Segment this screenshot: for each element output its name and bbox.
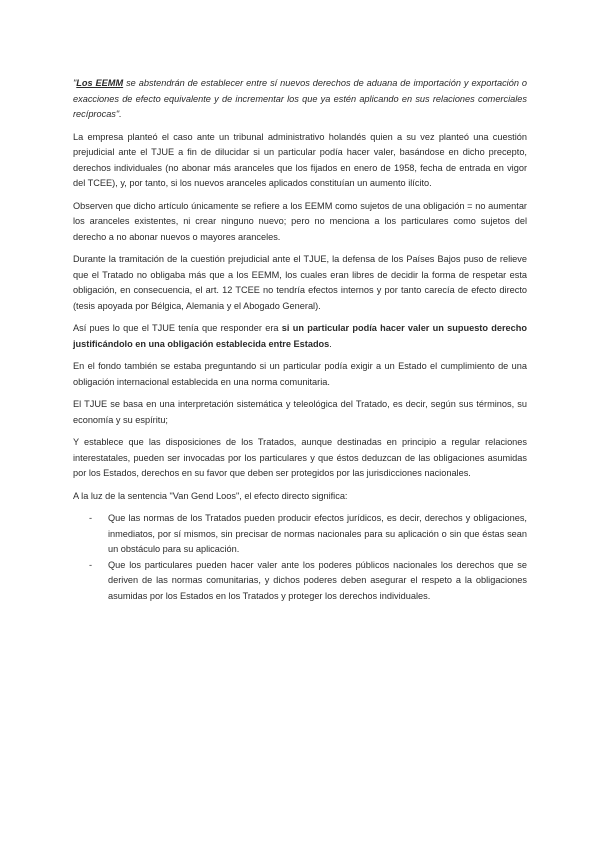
list-item-text: Que las normas de los Tratados pueden producir efectos jurídicos, es decir, derechos y obligaciones, inmediatos, por sí mismos, sin precisar de normas nacionales para su aplicación o sin que éstas sean un obstáculo para su aplicación. xyxy=(108,513,527,554)
paragraph-interpretation: El TJUE se basa en una interpretación sistemática y teleológica del Tratado, es decir, según sus términos, su economía y su espíritu; xyxy=(73,399,527,425)
quote-subject: Los EEMM xyxy=(76,78,124,88)
paragraph-direct-effect-intro: A la luz de la sentencia "Van Gend Loos", el efecto directo significa: xyxy=(73,490,348,501)
list-item xyxy=(73,558,527,605)
quote-open-mark: " xyxy=(73,78,77,88)
list-item-text: Que los particulares pueden hacer valer ante los poderes públicos nacionales los derechos que se deriven de las normas comunitarias, y dichos poderes deben asegurar el respeto a la obligaciones asumidas por los Estados en los Tratados y proteger los derechos individuales. xyxy=(108,559,527,601)
paragraph-article-scope: Observen que dicho artículo únicamente se refiere a los EEMM como sujetos de una obligación = no aumentar los aranceles existentes, ni crear ninguno nuevo; pero no menciona a los particulares como sujetos del derecho a no abonar nuevos o mayores aranceles. xyxy=(73,200,527,242)
paragraph-tjue-question xyxy=(73,321,527,352)
document-page xyxy=(73,76,527,604)
quote-body: se abstendrán de establecer entre sí nuevos derechos de aduana de importación y exportación o exacciones de efecto equivalente y de incrementar los que ya estén aplicando en sus relaciones comerciales recíprocas". xyxy=(73,78,528,119)
tjue-question-intro: Así pues lo que el TJUE tenía que responder era xyxy=(73,323,282,333)
article-quote xyxy=(73,76,527,123)
tjue-question-key: si un particular podía hacer valer un supuesto derecho justificándolo en una obligación establecida entre Estados xyxy=(73,323,527,349)
direct-effect-list xyxy=(73,511,527,604)
paragraph-establishment: Y establece que las disposiciones de los Tratados, aunque destinadas en principio a regular relaciones interestatales, pueden ser invocadas por los particulares y que éstos deduzcan de las obligaciones asumidas por los Estados, derechos en su favor que deben ser protegidos por las jurisdicciones nacionales. xyxy=(73,437,527,478)
list-item xyxy=(73,511,527,558)
list-bullet-dash: - xyxy=(89,559,93,570)
paragraph-case-origin: La empresa planteó el caso ante un tribunal administrativo holandés quien a su vez planteó una cuestión prejudicial ante el TJUE a fin de dilucidar si un particular podía hacer valer, basándose en dicho precepto, derechos individuales (no abonar más aranceles que los fijados en enero de 1958, fecha de entrada en vigor del TCEE), y, por tanto, si los nuevos aranceles aplicados constituían un aumento ilícito. xyxy=(73,131,527,188)
paragraph-underlying-question: En el fondo también se estaba preguntando si un particular podía exigir a un Estado el cumplimiento de una obligación internacional establecida en una norma comunitaria. xyxy=(73,361,527,387)
tjue-question-end: . xyxy=(329,338,332,349)
paragraph-netherlands-defense: Durante la tramitación de la cuestión prejudicial ante el TJUE, la defensa de los Países Bajos puso de relieve que el Tratado no obligaba más que a los EEMM, los cuales eran libres de decidir la forma de respetar esta obligación, en consecuencia, el art. 12 TCEE no tendría efectos internos y por tanto carecía de efecto directo (tesis apoyada por Bélgica, Alemania y el Abogado General). xyxy=(73,254,527,311)
list-bullet-dash: - xyxy=(89,513,93,523)
